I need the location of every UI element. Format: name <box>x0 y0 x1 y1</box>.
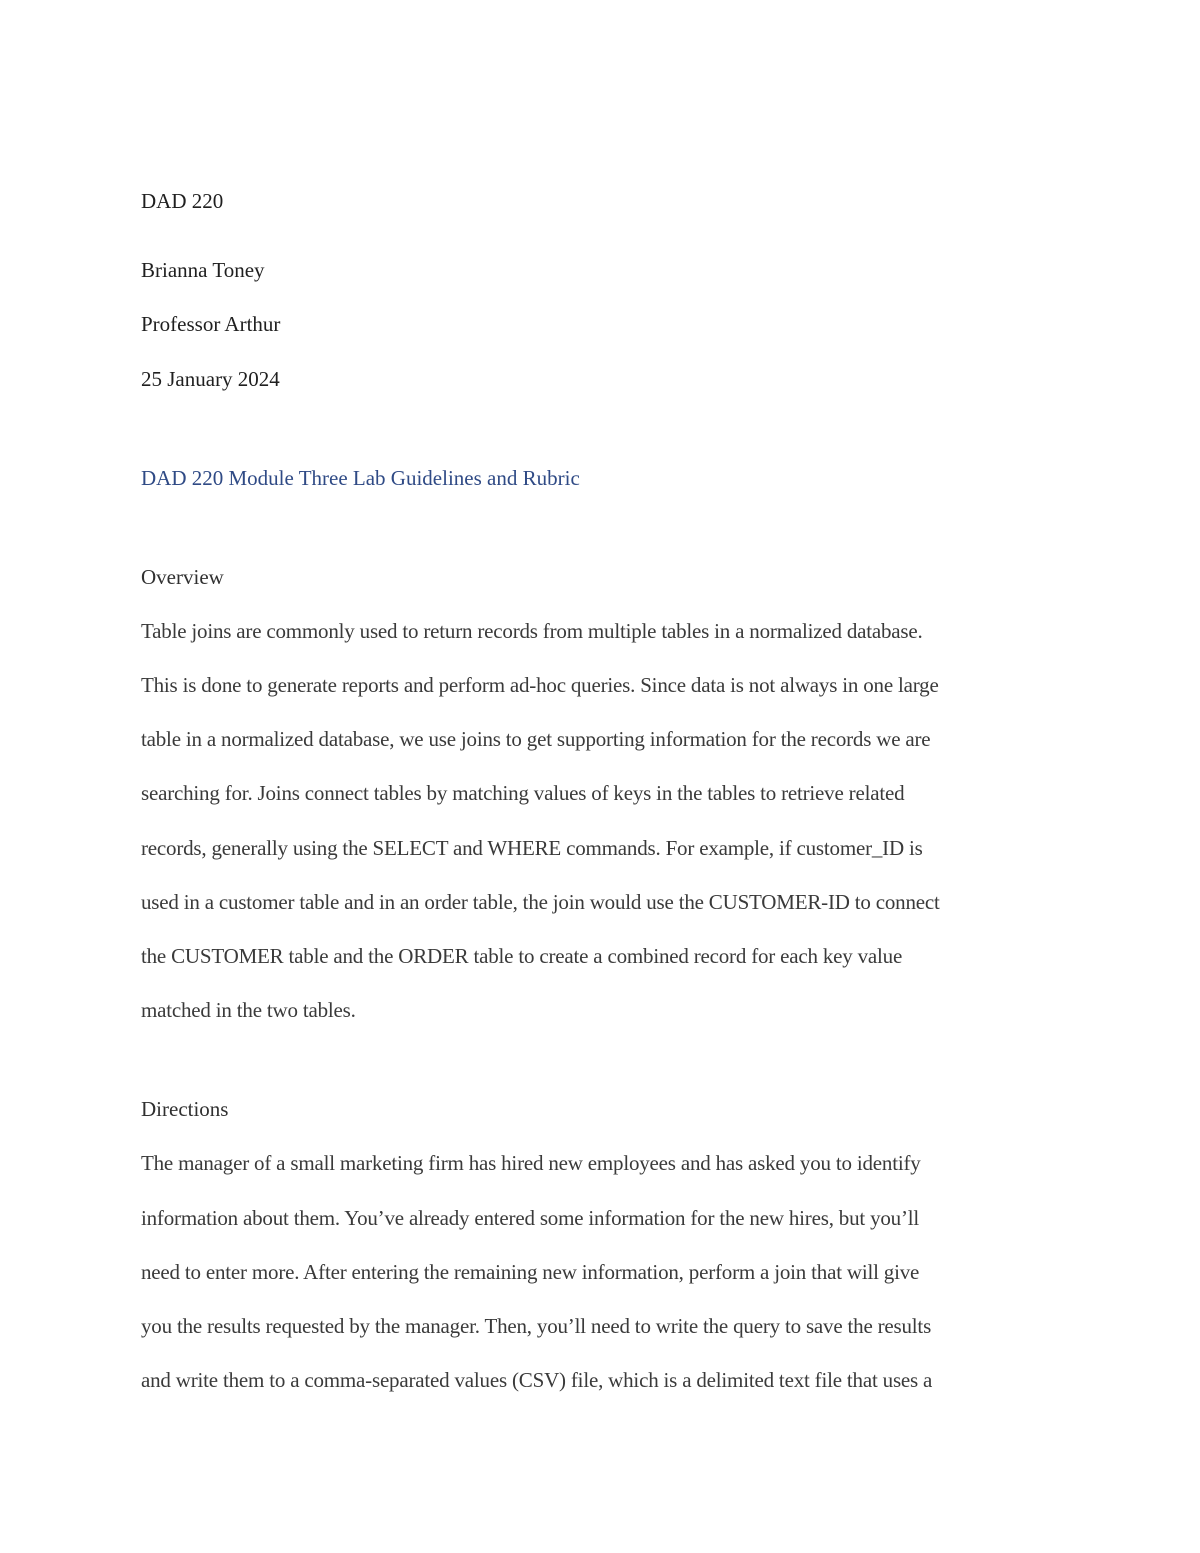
paragraph-line: matched in the two tables. <box>141 998 356 1022</box>
paragraph-line: records, generally using the SELECT and WHERE commands. For example, if customer_ID is <box>141 836 923 860</box>
paragraph-line: need to enter more. After entering the remaining new information, perform a join that will give <box>141 1260 920 1284</box>
paragraph-line: Table joins are commonly used to return records from multiple tables in a normalized database. <box>141 619 923 643</box>
professor-name: Professor Arthur <box>141 312 281 336</box>
document-date: 25 January 2024 <box>141 367 280 391</box>
paragraph-line: table in a normalized database, we use joins to get supporting information for the records we are <box>141 727 931 751</box>
paragraph-line: and write them to a comma-separated values (CSV) file, which is a delimited text file that uses a <box>141 1368 933 1392</box>
section-heading-overview: Overview <box>141 565 224 589</box>
section-heading-directions: Directions <box>141 1097 229 1121</box>
paragraph-line: information about them. You’ve already entered some information for the new hires, but you’ll <box>141 1206 920 1230</box>
student-name: Brianna Toney <box>141 258 265 282</box>
paragraph-line: searching for. Joins connect tables by matching values of keys in the tables to retrieve related <box>141 781 905 805</box>
paragraph-line: the CUSTOMER table and the ORDER table to create a combined record for each key value <box>141 944 903 968</box>
paragraph-line: The manager of a small marketing firm has hired new employees and has asked you to identify <box>141 1151 921 1175</box>
paragraph-line: used in a customer table and in an order table, the join would use the CUSTOMER-ID to connect <box>141 890 940 914</box>
paragraph-line: you the results requested by the manager. Then, you’ll need to write the query to save the results <box>141 1314 932 1338</box>
document-title: DAD 220 Module Three Lab Guidelines and Rubric <box>141 466 580 490</box>
paragraph-line: This is done to generate reports and perform ad-hoc queries. Since data is not always in one large <box>141 673 939 697</box>
course-code: DAD 220 <box>141 189 224 213</box>
